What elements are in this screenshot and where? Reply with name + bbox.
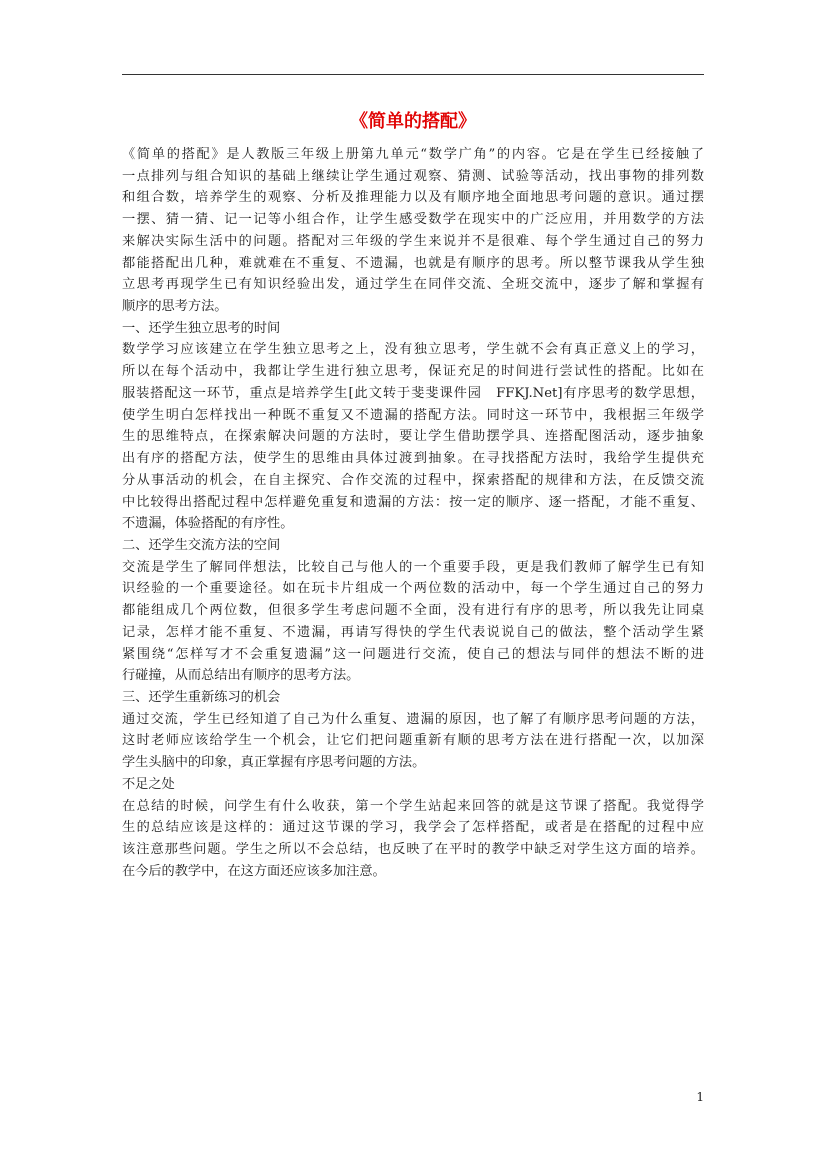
text-line: 分从事活动的机会，在自主探究、合作交流的过程中，探索搭配的规律和方法，在反馈交流 (122, 472, 704, 488)
text-line: 通过交流，学生已经知道了自己为什么重复、遗漏的原因，也了解了有顺序思考问题的方法， (122, 711, 704, 727)
document-title: 《简单的搭配》 (350, 111, 476, 132)
text-line: 记录，怎样才能不重复、不遗漏，再请写得快的学生代表说说自己的做法，整个活动学生紧 (122, 624, 704, 640)
text-line: 立思考再现学生已有知识经验出发，通过学生在同伴交流、全班交流中，逐步了解和掌握有 (122, 277, 704, 293)
text-line: 该注意那些问题。学生之所以不会总结，也反映了在平时的教学中缺乏对学生这方面的培养。 (122, 842, 704, 857)
text-line: 出有序的搭配方法，使学生的思维由具体过渡到抽象。在寻找搭配方法时，我给学生提供充 (122, 451, 704, 467)
header-rule (122, 74, 704, 75)
text-line: 都能搭配出几种，难就难在不重复、不遗漏，也就是有顺序的思考。所以整节课我从学生独 (122, 255, 704, 271)
text-line: 不遗漏，体验搭配的有序性。 (122, 516, 294, 532)
text-line: 紧围绕“怎样写才不会重复遗漏”这一问题进行交流，使自己的想法与同伴的想法不断的进 (122, 646, 704, 662)
text-line: 二、还学生交流方法的空间 (122, 537, 281, 553)
text-line: 和组合数，培养学生的观察、分析及推理能力以及有顺序地全面地思考问题的意识。通过摆 (122, 190, 704, 206)
text-line: 都能组成几个两位数，但很多学生考虑问题不全面，没有进行有序的思考，所以我先让同桌 (122, 603, 704, 619)
text-line: 一、还学生独立思考的时间 (122, 320, 281, 336)
text-line: 一点排列与组合知识的基础上继续让学生通过观察、猜测、试验等活动，找出事物的排列数 (122, 168, 704, 184)
text-line: 不足之处 (122, 776, 175, 792)
text-line: 生的总结应该是这样的：通过这节课的学习，我学会了怎样搭配，或者是在搭配的过程中应 (122, 820, 704, 836)
text-line: 在总结的时候，问学生有什么收获，第一个学生站起来回答的就是这节课了搭配。我觉得学 (122, 798, 704, 814)
text-line: 学生头脑中的印象，真正掌握有序思考问题的方法。 (122, 755, 426, 771)
text-line: 生的思维特点，在探索解决问题的方法时，要让学生借助摆学具、连搭配图活动，逐步抽象 (122, 429, 704, 445)
text-line: 三、还学生重新练习的机会 (122, 689, 281, 705)
text-line: 交流是学生了解同伴想法，比较自己与他人的一个重要手段，更是我们教师了解学生已有知 (122, 559, 704, 575)
text-line: 中比较得出搭配过程中怎样避免重复和遗漏的方法：按一定的顺序、逐一搭配，才能不重复、 (122, 494, 704, 510)
text-line: 顺序的思考方法。 (122, 299, 228, 315)
text-line: 使学生明白怎样找出一种既不重复又不遗漏的搭配方法。同时这一环节中，我根据三年级学 (122, 407, 704, 423)
text-line: 来解决实际生活中的问题。搭配对三年级的学生来说并不是很难、每个学生通过自己的努力 (122, 233, 704, 249)
text-line: 识经验的一个重要途径。如在玩卡片组成一个两位数的活动中，每一个学生通过自己的努力 (122, 581, 704, 597)
text-line: 在今后的教学中，在这方面还应该多加注意。 (122, 863, 386, 879)
text-line: 服装搭配这一环节，重点是培养学生[此文转于斐斐课件园 FFKJ.Net]有序思考的数学思想， (122, 385, 704, 401)
text-line: 一摆、猜一猜、记一记等小组合作，让学生感受数学在现实中的广泛应用，并用数学的方法 (122, 212, 704, 228)
text-line: 这时老师应该给学生一个机会，让它们把问题重新有顺的思考方法在进行搭配一次，以加深 (122, 733, 704, 749)
page-number: 1 (696, 1090, 704, 1104)
document-body (122, 144, 704, 882)
text-line: 所以在每个活动中，我都让学生进行独立思考，保证充足的时间进行尝试性的搭配。比如在 (122, 364, 704, 380)
text-line: 数学学习应该建立在学生独立思考之上，没有独立思考，学生就不会有真正意义上的学习， (122, 342, 704, 358)
text-line: 行碰撞，从而总结出有顺序的思考方法。 (122, 668, 360, 684)
text-line: 《简单的搭配》是人教版三年级上册第九单元“数学广角”的内容。它是在学生已经接触了 (122, 147, 704, 162)
